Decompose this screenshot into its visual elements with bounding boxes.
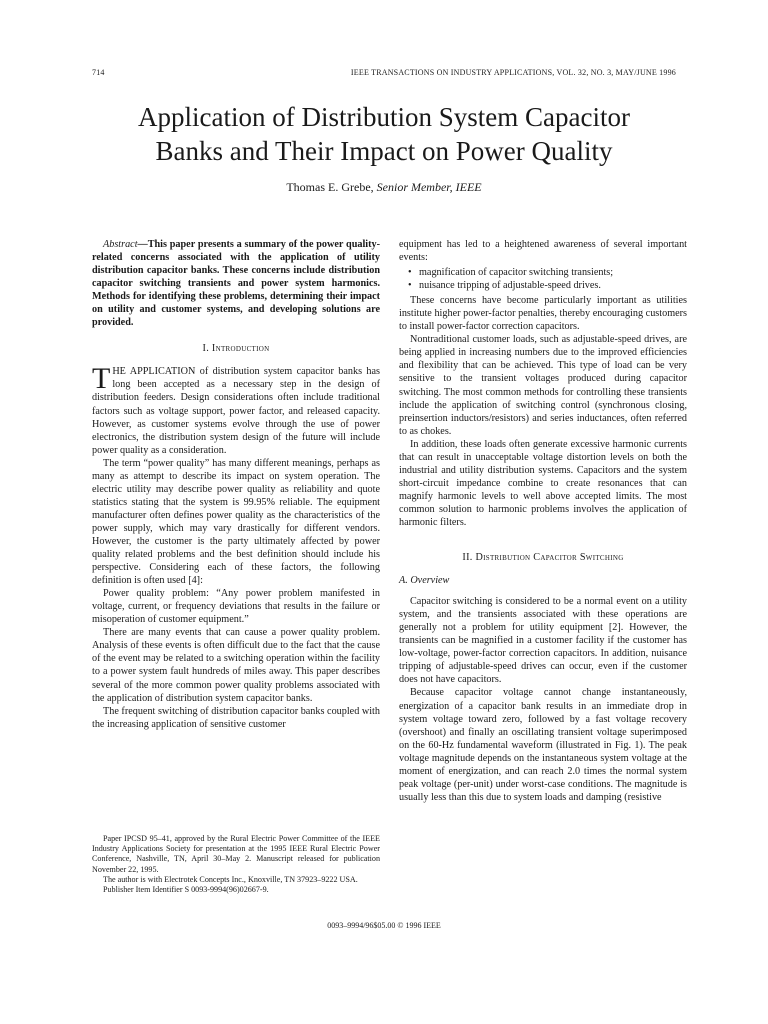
overview-paragraph-1: Capacitor switching is considered to be a normal event on a utility system, and the transients associated with these operations are generally not a problem for utility equipment [2]. However, the transients can be magnified in a customer facility if the customer has low-voltage, power-factor correction capacitors. In addition, nuisance tripping of adjustable-speed drives can occur, even if the customer does not have capacitors.: [399, 596, 687, 686]
list-item: • magnification of capacitor switching transients;: [399, 266, 687, 279]
author-name: Thomas E. Grebe,: [286, 180, 374, 194]
section-2-number: II.: [462, 552, 473, 564]
page-number: 714: [92, 68, 105, 77]
abstract-text: —This paper presents a summary of the power quality-related concerns associated with the application of utility distribution capacitor banks. These concerns include distribution capacitor switching transients and power system harmonics. Methods for identifying these problems, determining their impact on utility and customer systems, and developing solutions are provided.: [92, 239, 380, 329]
overview-paragraph-2: Because capacitor voltage cannot change instantaneously, energization of a capacitor bank results in an immediate drop in system voltage toward zero, followed by a fast voltage recovery (overshoot) and finally an oscillating transient voltage superimposed on the 60-Hz fundamental waveform (illustrated in Fig. 1). The peak voltage magnitude depends on the instantaneous system voltage at the moment of energization, and can reach 2.0 times the normal system peak voltage (per-unit) under worst-case conditions. The magnitude is usually less than this due to system loads and damping (resistive: [399, 687, 687, 803]
footnote-publisher-id: Publisher Item Identifier S 0093-9994(96)02667-9.: [103, 885, 269, 895]
intro-paragraph-7: These concerns have become particularly important as utilities institute higher power-factor penalties, thereby encouraging customers to install power-factor correction capacitors.: [399, 295, 687, 333]
intro-paragraph-1: [92, 362, 380, 456]
author-line: [0, 180, 768, 195]
title-line-2: Banks and Their Impact on Power Quality: [155, 136, 613, 166]
paper-title: [60, 100, 708, 168]
title-line-1: Application of Distribution System Capacitor: [138, 102, 630, 132]
list-item: • nuisance tripping of adjustable-speed drives.: [399, 279, 687, 292]
right-column: [399, 238, 687, 804]
author-membership: Senior Member, IEEE: [376, 180, 482, 194]
section-1-title: Introduction: [211, 343, 270, 355]
subsection-a-heading: A. Overview: [399, 575, 450, 587]
section-1-number: I.: [202, 343, 210, 355]
abstract: [92, 238, 380, 329]
footnote-approval: Paper IPCSD 95–41, approved by the Rural Electric Power Committee of the IEEE Industry Applications Society for presentation at the 1995 IEEE Rural Electric Power Conference, Nashville, TN, April 30–May 2. Manuscript released for publication November 22, 1995.: [92, 834, 380, 874]
footnote: [92, 834, 380, 895]
intro-paragraph-5: The frequent switching of distribution capacitor banks coupled with the increasing application of sensitive customer: [92, 705, 380, 730]
section-1-heading: [92, 342, 380, 355]
left-column: [92, 238, 380, 731]
section-2-heading: [399, 551, 687, 564]
events-list: [399, 266, 687, 292]
intro-paragraph-2: The term “power quality” has many different meanings, perhaps as many as attempt to describe its impact on system operation. The electric utility may describe power quality as reliability and quote statistics stating that the system is 99.95% reliable. The equipment manufacturer often defines power quality as the characteristics of the power supply, which may vary drastically for different vendors. However, the customer is the party ultimately affected by power quality related problems and the best definition should include his perspective. Considering each of these factors, the following definition is often used [4]:: [92, 457, 380, 587]
copyright-line: 0093–9994/96$05.00 © 1996 IEEE: [327, 921, 441, 930]
footnote-author-affiliation: The author is with Electrotek Concepts Inc., Knoxville, TN 37923–9222 USA.: [103, 874, 358, 884]
intro-paragraph-9: In addition, these loads often generate excessive harmonic currents that can result in unacceptable voltage distortion levels on both the industrial and utility distribution systems. Capacitors and the system short-circuit impedance combine to create resonances that can magnify harmonic levels to well above accepted limits. The most common solution to harmonic problems involves the application of harmonic filters.: [399, 438, 687, 528]
abstract-label: Abstract: [103, 239, 138, 250]
drop-cap: T: [92, 362, 111, 396]
section-2-title: Distribution Capacitor Switching: [475, 552, 624, 564]
journal-header: IEEE TRANSACTIONS ON INDUSTRY APPLICATIONS, VOL. 32, NO. 3, MAY/JUNE 1996: [350, 68, 676, 77]
intro-paragraph-3: Power quality problem: “Any power problem manifested in voltage, current, or frequency deviations that results in the failure or misoperation of customer equipment.”: [92, 588, 380, 626]
intro-paragraph-8: Nontraditional customer loads, such as adjustable-speed drives, are being applied in increasing numbers due to the improved efficiencies and flexibility that can be achieved. This type of load can be very sensitive to the transient voltages produced during capacitor switching. The most common methods for controlling these transients include the application of switching control (synchronous closing, preinsertion inductors/resistors) and series inductances, often referred to as chokes.: [399, 334, 687, 437]
intro-p1-text: HE APPLICATION of distribution system capacitor banks has long been accepted as a necessary step in the design of distribution feeders. Design considerations often include traditional factors such as voltage support, power factor, and released capacity. However, as customer systems evolve through the use of power electronics, the distribution system design of the future will include power quality as a consideration.: [92, 366, 380, 456]
intro-paragraph-6: equipment has led to a heightened awareness of several important events:: [399, 239, 687, 264]
intro-paragraph-4: There are many events that can cause a power quality problem. Analysis of these events is often difficult due to the fact that the cause of the event may be related to a switching operation within the facility to a power system fault hundreds of miles away. This paper describes several of the more common power quality problems associated with the application of distribution system capacitor banks.: [92, 627, 380, 704]
